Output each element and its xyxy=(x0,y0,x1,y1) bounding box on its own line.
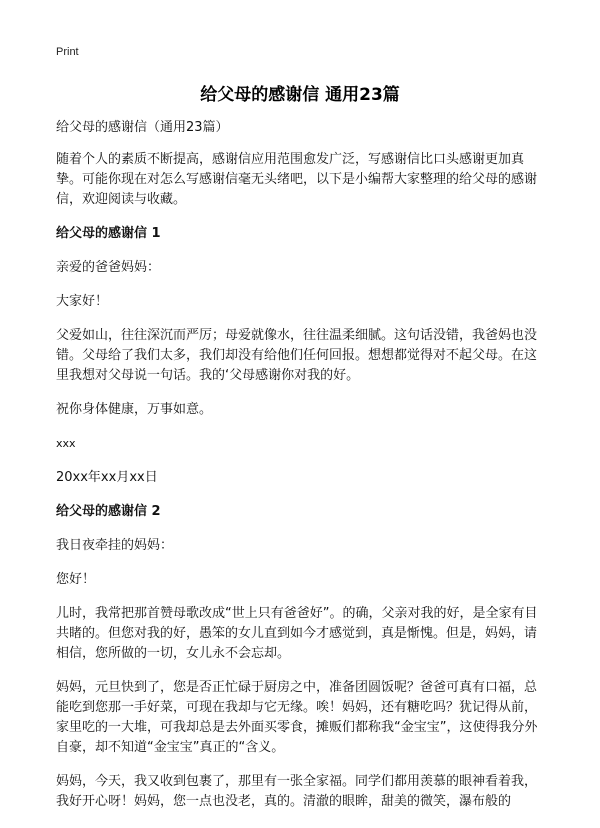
document-body xyxy=(56,118,544,826)
letter1-signature: xxx xyxy=(56,437,76,450)
letter2-salutation: 我日夜牵挂的妈妈： xyxy=(56,538,174,553)
letter2-paragraph-2: 妈妈，元旦快到了，您是否正忙碌于厨房之中，准备团圆饭呢？爸爸可真有口福，总能吃到您那一手好菜，可现在我却与它无缘。唉！妈妈，还有糖吃吗？犹记得从前，家里吃的一大堆，可我却总是去外面买零食，摊贩们都称我“金宝宝”，这使得我分外自豪，却不知道“金宝宝”真正的“含义。 xyxy=(56,680,538,755)
page-title: 给父母的感谢信 通用23篇 xyxy=(200,85,400,105)
letter2-greeting: 您好！ xyxy=(56,572,96,587)
letter1-body: 父爱如山，往往深沉而严厉；母爱就像水，往往温柔细腻。这句话没错，我爸妈也没错。父母给了我们太多，我们却没有给他们任何回报。想想都觉得对不起父母。在这里我想对父母说一句话。我的‘父母感谢你对我的好。 xyxy=(56,328,538,383)
document-subtitle: 给父母的感谢信（通用23篇） xyxy=(56,120,229,135)
intro-paragraph: 随着个人的素质不断提高，感谢信应用范围愈发广泛，写感谢信比口头感谢更加真挚。可能你现在对怎么写感谢信毫无头绪吧，以下是小编帮大家整理的给父母的感谢信，欢迎阅读与收藏。 xyxy=(56,152,538,207)
letter2-heading: 给父母的感谢信 2 xyxy=(56,504,161,519)
letter1-salutation: 亲爱的爸爸妈妈： xyxy=(56,260,161,275)
print-link[interactable]: Print xyxy=(56,46,79,58)
letter1-date: 20xx年xx月xx日 xyxy=(56,470,158,485)
letter1-heading: 给父母的感谢信 1 xyxy=(56,226,161,241)
letter2-paragraph-3: 妈妈，今天，我又收到包裹了，那里有一张全家福。同学们都用羡慕的眼神看着我，我好开心呀！妈妈，您一点也没老，真的。清澈的眼眸，甜美的微笑，瀑布般的 xyxy=(56,774,538,809)
letter2-paragraph-1: 儿时，我常把那首赞母歌改成“世上只有爸爸好”。的确，父亲对我的好，是全家有目共睹的。但您对我的好，愚笨的女儿直到如今才感觉到，真是惭愧。但是，妈妈，请相信，您所做的一切，女儿永不会忘却。 xyxy=(56,606,538,661)
letter1-closing: 祝你身体健康，万事如意。 xyxy=(56,402,213,417)
letter1-greeting: 大家好！ xyxy=(56,294,109,309)
